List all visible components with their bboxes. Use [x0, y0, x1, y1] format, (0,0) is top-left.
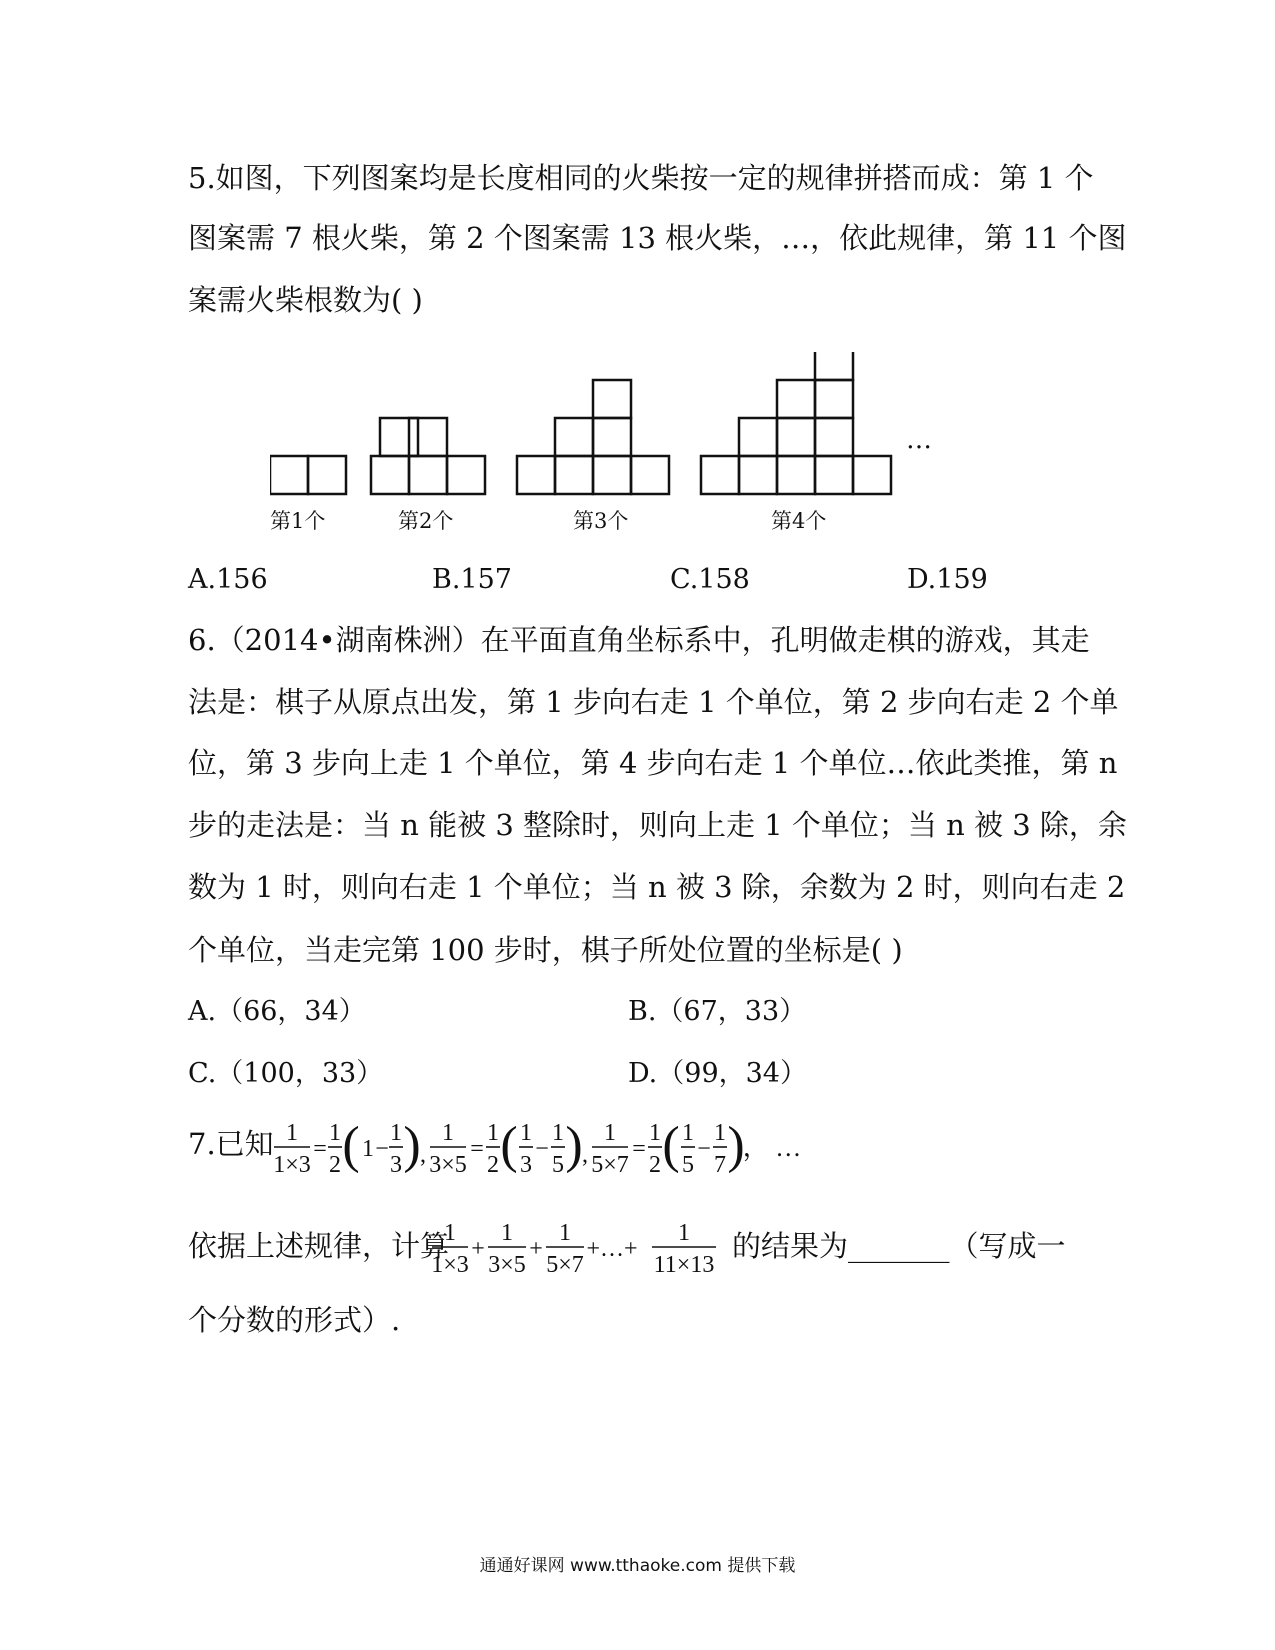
square — [555, 418, 593, 456]
svg-text:+…+: +…+ — [586, 1236, 638, 1262]
svg-text:1: 1 — [390, 1120, 402, 1146]
pattern-1 — [270, 456, 346, 494]
q6-text-line-3: 位，第 3 步向上走 1 个单位，第 4 步向右走 1 个单位…依此类推，第 n — [188, 746, 1118, 780]
svg-text:): ) — [727, 1117, 745, 1174]
svg-text:1: 1 — [362, 1136, 374, 1162]
svg-text:1: 1 — [520, 1120, 532, 1146]
square — [815, 418, 853, 456]
pattern-label-2: 第2个 — [398, 509, 454, 533]
svg-text:1: 1 — [329, 1120, 341, 1146]
square — [631, 456, 669, 494]
svg-text:3×5: 3×5 — [429, 1152, 467, 1178]
svg-text:−: − — [375, 1136, 389, 1162]
square — [815, 352, 853, 380]
square — [593, 456, 631, 494]
q5-text-line-1: 5.如图，下列图案均是长度相同的火柴按一定的规律拼搭而成：第 1 个 — [188, 161, 1094, 195]
svg-text:5×7: 5×7 — [591, 1152, 629, 1178]
square — [739, 456, 777, 494]
square — [447, 456, 485, 494]
q6-text-line-6: 个单位，当走完第 100 步时，棋子所处位置的坐标是( ) — [188, 933, 903, 967]
svg-text:(: ( — [500, 1117, 518, 1174]
square — [815, 380, 853, 418]
svg-text:1: 1 — [487, 1120, 499, 1146]
svg-text:1: 1 — [649, 1120, 661, 1146]
svg-text:): ) — [403, 1117, 421, 1174]
svg-text:， …: ， … — [742, 1133, 802, 1162]
square — [555, 456, 593, 494]
pattern-2 — [371, 418, 485, 494]
svg-text:,: , — [582, 1142, 588, 1168]
footer-credit: 通通好课网 www.tthaoke.com 提供下载 — [479, 1556, 796, 1576]
svg-text:1: 1 — [604, 1120, 616, 1146]
pattern-label-1: 第1个 — [270, 509, 326, 533]
svg-text:+: + — [529, 1236, 543, 1262]
svg-text:(: ( — [662, 1117, 680, 1174]
square — [777, 418, 815, 456]
svg-text:(: ( — [342, 1117, 360, 1174]
pattern-label-4: 第4个 — [771, 509, 827, 533]
svg-text:1×3: 1×3 — [431, 1252, 469, 1278]
svg-text:1: 1 — [552, 1120, 564, 1146]
q6-option-c: C.（100，33） — [188, 1058, 384, 1089]
q6-option-d: D.（99，34） — [628, 1058, 807, 1089]
svg-text:=: = — [313, 1136, 327, 1162]
square — [815, 456, 853, 494]
svg-text:=: = — [470, 1136, 484, 1162]
q5-option-b: B.157 — [432, 564, 512, 595]
svg-text:2: 2 — [649, 1152, 661, 1178]
square — [371, 456, 409, 494]
square — [739, 418, 777, 456]
svg-text:1: 1 — [501, 1220, 513, 1246]
q6-text-line-1: 6.（2014•湖南株洲）在平面直角坐标系中，孔明做走棋的游戏，其走 — [188, 623, 1090, 657]
svg-text:,: , — [420, 1142, 426, 1168]
q7-prefix: 7.已知 — [188, 1127, 274, 1161]
pattern-3 — [517, 380, 669, 494]
q7-line2-prefix: 依据上述规律，计算 — [188, 1229, 450, 1263]
svg-text:+: + — [471, 1236, 485, 1262]
square — [270, 456, 308, 494]
matchstick-figure — [270, 352, 960, 542]
q6-text-line-4: 步的走法是：当 n 能被 3 整除时，则向上走 1 个单位；当 n 被 3 除，余 — [188, 808, 1127, 842]
svg-text:2: 2 — [329, 1152, 341, 1178]
q6-option-a: A.（66，34） — [188, 996, 366, 1027]
pattern-4 — [701, 352, 891, 494]
q5-text-line-2: 图案需 7 根火柴，第 2 个图案需 13 根火柴，…，依此规律，第 11 个图 — [188, 221, 1127, 255]
svg-text:3: 3 — [520, 1152, 532, 1178]
q7-line3: 个分数的形式）. — [188, 1303, 401, 1337]
q7-line2-suffix: 的结果为_______（写成一 — [732, 1229, 1066, 1263]
svg-text:−: − — [697, 1136, 711, 1162]
svg-text:): ) — [565, 1117, 583, 1174]
svg-text:=: = — [632, 1136, 646, 1162]
svg-text:1: 1 — [286, 1120, 298, 1146]
q5-text-line-3: 案需火柴根数为( ) — [188, 283, 423, 317]
svg-text:1: 1 — [714, 1120, 726, 1146]
q5-option-d: D.159 — [907, 564, 988, 595]
square — [308, 456, 346, 494]
svg-text:3×5: 3×5 — [488, 1252, 526, 1278]
svg-text:5: 5 — [552, 1152, 564, 1178]
svg-text:1: 1 — [682, 1120, 694, 1146]
svg-text:1×3: 1×3 — [273, 1152, 311, 1178]
q6-option-b: B.（67，33） — [628, 996, 807, 1027]
square — [593, 418, 631, 456]
svg-text:5×7: 5×7 — [546, 1252, 584, 1278]
square — [517, 456, 555, 494]
q7-given-equations — [272, 1112, 852, 1184]
q6-text-line-5: 数为 1 时，则向右走 1 个单位；当 n 被 3 除，余数为 2 时，则向右走 2 — [188, 870, 1126, 904]
square — [409, 456, 447, 494]
square — [853, 456, 891, 494]
svg-text:1: 1 — [444, 1220, 456, 1246]
figure-ellipsis: … — [906, 425, 932, 455]
svg-text:1: 1 — [559, 1220, 571, 1246]
svg-text:1: 1 — [442, 1120, 454, 1146]
q5-option-a: A.156 — [188, 564, 268, 595]
square — [777, 456, 815, 494]
svg-text:11×13: 11×13 — [653, 1252, 715, 1278]
svg-text:1: 1 — [678, 1220, 690, 1246]
svg-text:3: 3 — [390, 1152, 402, 1178]
svg-text:7: 7 — [714, 1152, 726, 1178]
q6-text-line-2: 法是：棋子从原点出发，第 1 步向右走 1 个单位，第 2 步向右走 2 个单 — [188, 685, 1119, 719]
pattern-label-3: 第3个 — [573, 509, 629, 533]
q7-sum-expression — [430, 1212, 730, 1284]
square — [380, 418, 418, 456]
square — [701, 456, 739, 494]
q5-option-c: C.158 — [670, 564, 750, 595]
square — [777, 380, 815, 418]
svg-text:−: − — [535, 1136, 549, 1162]
square — [593, 380, 631, 418]
svg-text:5: 5 — [682, 1152, 694, 1178]
square — [409, 418, 447, 456]
svg-text:2: 2 — [487, 1152, 499, 1178]
